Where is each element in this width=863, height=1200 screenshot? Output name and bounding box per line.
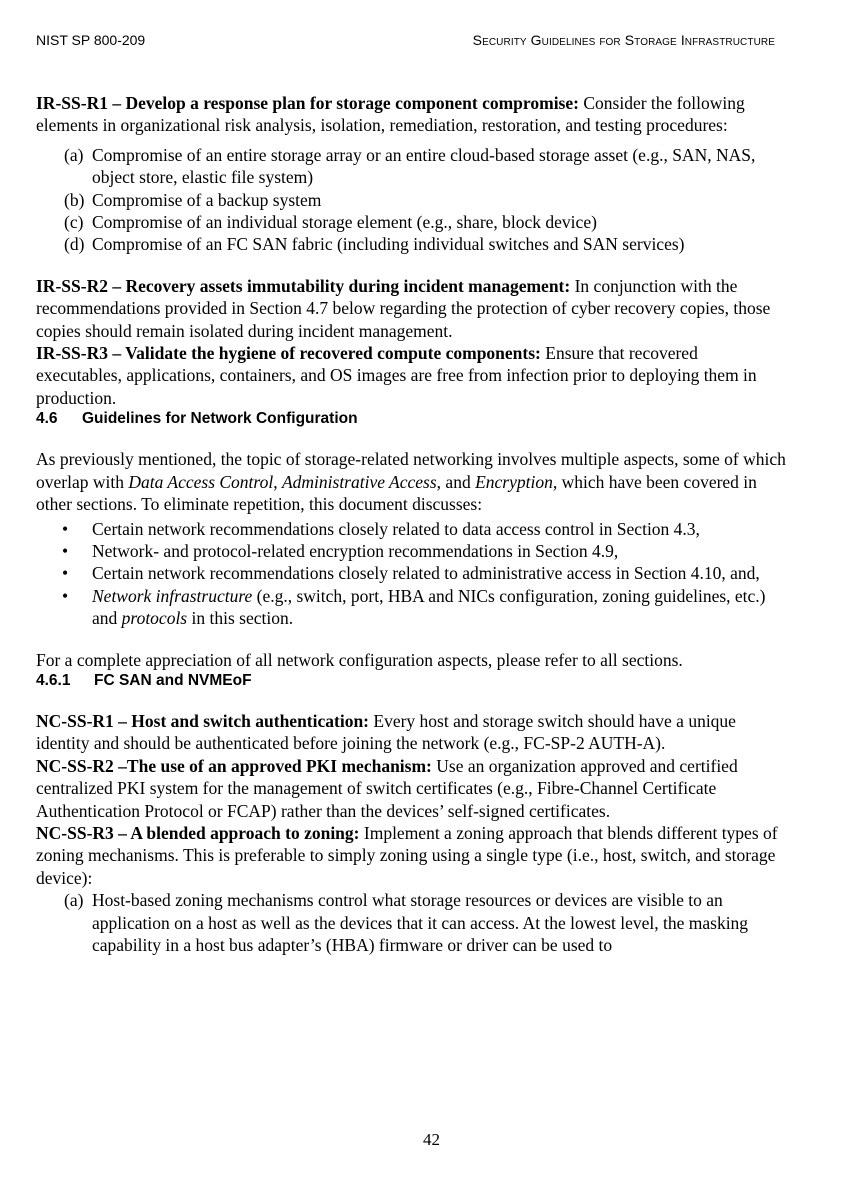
section-closing: For a complete appreciation of all network configuration aspects, please refer to all sections. (36, 649, 683, 670)
intro-text: , and (436, 471, 476, 492)
page-number: 42 (423, 1130, 440, 1149)
recommendation-title: NC-SS-R3 – A blended approach to zoning: (36, 822, 360, 843)
recommendation-ir-ss-r1 (36, 92, 786, 137)
bullet-item (36, 562, 786, 584)
ir-ss-r1-list (36, 144, 786, 256)
intro-text: , which have been covered in other sections. To eliminate repetition, this document discusses: (36, 471, 757, 515)
bullet-text: in this section. (187, 608, 294, 629)
bullet-emphasis: Network infrastructure (92, 585, 253, 606)
list-item-text: Compromise of an individual storage element (e.g., share, block device) (92, 212, 597, 233)
list-item-text: Compromise of a backup system (92, 189, 322, 210)
recommendation-text: Use an organization approved and certified centralized PKI system for the management of switch certificates (e.g., Fibre-Channel Certificate Authentication Protocol or FCAP) rather than the devices’ self-signed certificates. (36, 755, 738, 821)
list-item-text: Compromise of an entire storage array or an entire cloud-based storage asset (e.g., SAN, NAS, object store, elastic file system) (92, 144, 756, 188)
list-item-text: Host-based zoning mechanisms control what storage resources or devices are visible to an application on a host as well as the devices that it can access. At the lowest level, the masking capability in a host bus adapter’s (HBA) firmware or driver can be used to (92, 890, 749, 955)
recommendation-text: Consider the following elements in organizational risk analysis, isolation, remediation, restoration, and testing procedures: (36, 93, 745, 136)
bullet-glyph: • (62, 540, 69, 561)
recommendation-nc-ss-r1 (36, 710, 786, 755)
header-doc-id: NIST SP 800-209 (36, 32, 146, 48)
bullet-text: Network- and protocol-related encryption recommendations in Section 4.9, (92, 540, 619, 561)
section-number: 4.6.1 (36, 671, 71, 689)
header-doc-title: Security Guidelines for Storage Infrastructure (472, 32, 775, 48)
recommendation-title: IR-SS-R3 – Validate the hygiene of recovered compute components: (36, 343, 541, 364)
recommendation-nc-ss-r2 (36, 755, 786, 822)
recommendation-ir-ss-r2 (36, 275, 786, 342)
recommendation-ir-ss-r3 (36, 342, 786, 409)
recommendation-text: Ensure that recovered executables, applications, containers, and OS images are free from infection prior to deploying them in production. (36, 343, 757, 408)
bullet-item (36, 540, 786, 562)
section-number: 4.6 (36, 410, 58, 428)
section-intro (36, 448, 786, 515)
recommendation-title: NC-SS-R2 –The use of an approved PKI mechanism: (36, 755, 432, 776)
recommendation-nc-ss-r3 (36, 822, 786, 889)
bullet-item (36, 585, 786, 630)
list-item-label: (a) (64, 144, 84, 165)
section-title: Guidelines for Network Configuration (82, 410, 358, 428)
recommendation-title: IR-SS-R2 – Recovery assets immutability during incident management: (36, 275, 571, 296)
recommendation-title: IR-SS-R1 – Develop a response plan for storage component compromise: (36, 93, 579, 113)
intro-text: As previously mentioned, the topic of storage-related networking involves multiple aspects, some of which overlap with (36, 449, 786, 492)
bullet-glyph: • (62, 518, 69, 539)
recommendation-text: Every host and storage switch should have a unique identity and should be authenticated before joining the network (e.g., FC-SP-2 AUTH-A). (36, 710, 736, 754)
list-item-label: (d) (64, 234, 85, 255)
list-item-label: (a) (64, 890, 84, 911)
intro-emphasis: Administrative Access (281, 471, 437, 492)
recommendation-text: In conjunction with the recommendations provided in Section 4.7 below regarding the protection of cyber recovery copies, those copies should remain isolated during incident management. (36, 275, 771, 341)
intro-emphasis: Data Access Control (128, 471, 274, 492)
intro-emphasis: Encryption (475, 471, 553, 492)
list-item (36, 233, 786, 255)
bullet-glyph: • (62, 563, 69, 584)
recommendation-text: Implement a zoning approach that blends different types of zoning mechanisms. This is preferable to simply zoning using a single type (i.e., host, switch, and storage device): (36, 822, 778, 888)
section-heading-4-6-1 (36, 671, 786, 691)
bullet-glyph: • (62, 585, 69, 606)
running-header (36, 32, 775, 48)
list-item (36, 144, 786, 189)
list-item-label: (b) (64, 189, 85, 210)
list-item (36, 211, 786, 233)
section-title: FC SAN and NVMEoF (94, 671, 252, 689)
bullet-text: Certain network recommendations closely related to data access control in Section 4.3, (92, 518, 700, 539)
list-item (36, 889, 786, 956)
list-item-label: (c) (64, 212, 84, 233)
nc-ss-r3-list (36, 889, 786, 956)
body-content (36, 92, 786, 975)
section-bullet-list (36, 518, 786, 630)
bullet-emphasis: protocols (121, 608, 188, 629)
intro-text: , (273, 471, 282, 492)
bullet-text: (e.g., switch, port, HBA and NICs configuration, zoning guidelines, etc.) and (92, 585, 766, 629)
list-item (36, 189, 786, 211)
list-item-text: Compromise of an FC SAN fabric (including individual switches and SAN services) (92, 234, 685, 255)
bullet-text: Certain network recommendations closely related to administrative access in Section 4.10, and, (92, 563, 760, 584)
section-heading-4-6 (36, 409, 786, 429)
recommendation-title: NC-SS-R1 – Host and switch authentication: (36, 710, 370, 731)
bullet-item (36, 518, 786, 540)
